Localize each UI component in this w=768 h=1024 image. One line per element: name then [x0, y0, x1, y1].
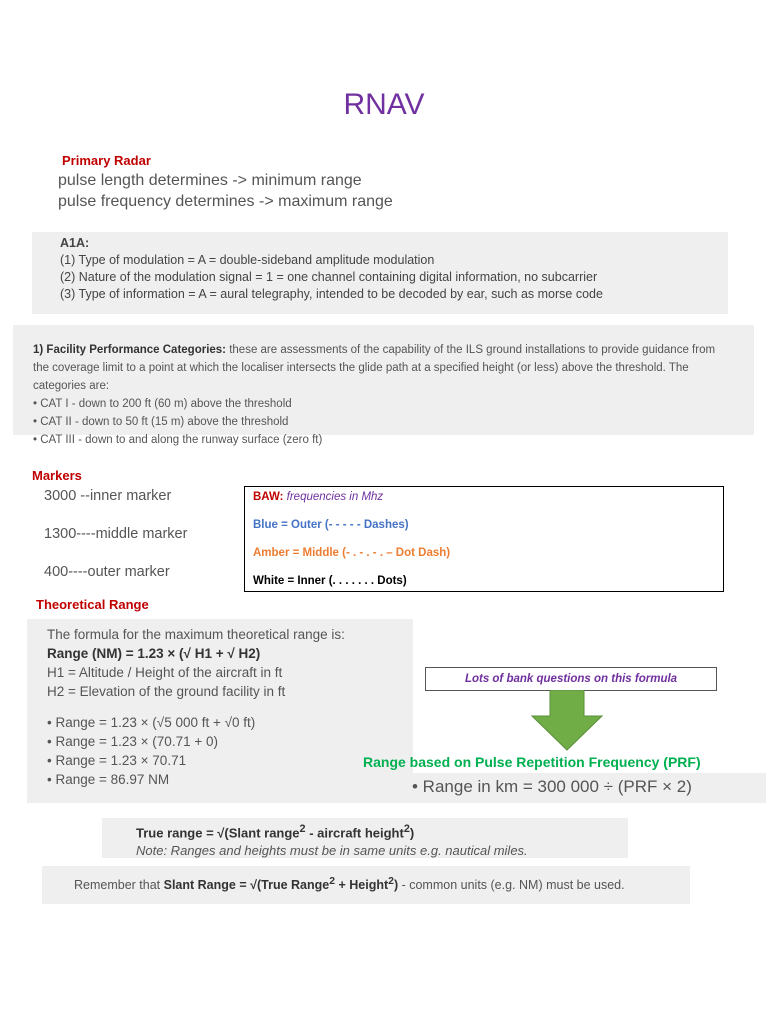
- a1a-line: (3) Type of information = A = aural telegraphy, intended to be decoded by ear, such as morse code: [60, 287, 603, 301]
- prf-formula: • Range in km = 300 000 ÷ (PRF × 2): [402, 773, 766, 803]
- bank-questions-note: Lots of bank questions on this formula: [425, 667, 717, 691]
- marker-item: 3000 --inner marker: [44, 488, 172, 504]
- true-range-formula: [136, 820, 594, 842]
- baw-subtitle: frequencies in Mhz: [286, 491, 384, 503]
- baw-box: [244, 486, 724, 592]
- facility-item: • CAT III - down to and along the runway surface (zero ft): [33, 434, 323, 446]
- baw-amber: Amber = Middle (- . - . - . – Dot Dash): [253, 547, 451, 559]
- a1a-line: (2) Nature of the modulation signal = 1 = one channel containing digital information, no subcarrier: [60, 270, 598, 284]
- formula-step: • Range = 1.23 × (√5 000 ft + √0 ft): [47, 715, 256, 730]
- theoretical-range-box: [27, 619, 413, 803]
- prf-heading: Range based on Pulse Repetition Frequency (PRF): [363, 754, 701, 770]
- true-range-sup: 2: [403, 823, 410, 835]
- remember-post: - common units (e.g. NM) must be used.: [398, 878, 625, 893]
- true-range-b: - aircraft height: [305, 825, 404, 841]
- remember-bold-c: + Height: [335, 878, 389, 893]
- primary-radar-lines: [58, 170, 393, 212]
- baw-label: BAW:: [253, 491, 284, 503]
- true-range-box: [102, 818, 628, 858]
- formula-main: Range (NM) = 1.23 × (√ H1 + √ H2): [47, 646, 261, 661]
- formula-h1: H1 = Altitude / Height of the aircraft in ft: [47, 665, 283, 680]
- page-title: RNAV: [343, 88, 425, 121]
- baw-title: [253, 491, 715, 519]
- a1a-heading: A1A:: [60, 236, 90, 250]
- baw-white: White = Inner (. . . . . . . Dots): [253, 575, 407, 587]
- markers-heading: Markers: [32, 468, 82, 483]
- remember-sup: 2: [329, 876, 336, 887]
- remember-bold-d: ): [393, 878, 399, 893]
- markers-list: [44, 488, 244, 602]
- a1a-line: (1) Type of modulation = A = double-sideband amplitude modulation: [60, 253, 435, 267]
- down-arrow-icon: [528, 690, 606, 752]
- theoretical-range-heading: Theoretical Range: [36, 597, 149, 612]
- true-range-note: Note: Ranges and heights must be in same units e.g. nautical miles.: [136, 843, 528, 859]
- formula-step: • Range = 1.23 × 70.71: [47, 753, 187, 768]
- facility-item: • CAT II - down to 50 ft (15 m) above the threshold: [33, 416, 289, 428]
- remember-sup: 2: [388, 876, 394, 887]
- baw-blue: Blue = Outer (- - - - - Dashes): [253, 519, 409, 531]
- primary-radar-heading: Primary Radar: [62, 153, 151, 168]
- formula-step: • Range = 1.23 × (70.71 + 0): [47, 734, 218, 749]
- remember-bold-b: √(True Range: [250, 878, 330, 893]
- facility-heading: 1) Facility Performance Categories:: [33, 344, 227, 356]
- a1a-box: [32, 232, 728, 314]
- facility-categories-box: [13, 325, 754, 446]
- formula-intro: The formula for the maximum theoretical range is:: [47, 627, 345, 642]
- facility-intro: these are assessments of the capability of the ILS ground installations to provide guidance from the coverage limit to a point at which the localiser intersects the glide path at a specified height (or less) above the threshold. The categories are:: [33, 344, 716, 392]
- true-range-sup: 2: [299, 823, 306, 835]
- primary-radar-line: pulse length determines -> minimum range: [58, 172, 362, 189]
- remember-box: [42, 866, 690, 904]
- facility-item: • CAT I - down to 200 ft (60 m) above the threshold: [33, 398, 292, 410]
- true-range-a: True range = √(Slant range: [136, 825, 300, 841]
- remember-bold: [164, 878, 399, 892]
- marker-item: 400----outer marker: [44, 564, 170, 580]
- remember-pre: Remember that: [74, 878, 164, 893]
- primary-radar-line: pulse frequency determines -> maximum range: [58, 193, 393, 210]
- remember-bold-a: Slant Range =: [163, 878, 251, 893]
- formula-step: • Range = 86.97 NM: [47, 772, 170, 787]
- true-range-c: ): [409, 825, 415, 841]
- marker-item: 1300----middle marker: [44, 526, 188, 542]
- facility-paragraph: [33, 341, 734, 395]
- formula-h2: H2 = Elevation of the ground facility in ft: [47, 684, 286, 699]
